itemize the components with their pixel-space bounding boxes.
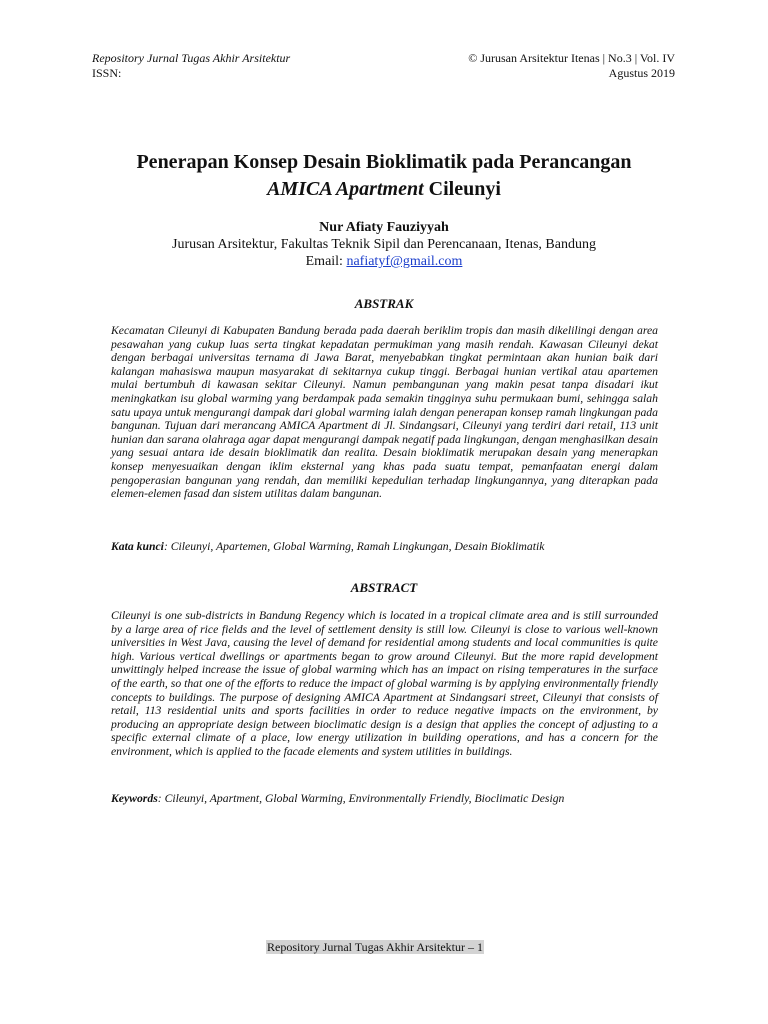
- running-header-right: [468, 51, 675, 81]
- abstract-keywords-list: : Cileunyi, Apartment, Global Warming, Environmentally Friendly, Bioclimatic Design: [157, 792, 565, 805]
- author-email-line: [60, 253, 708, 270]
- abstrak-text: Kecamatan Cileunyi di Kabupaten Bandung berada pada daerah beriklim tropis dan masih dikelilingi dengan area pesawahan yang cukup luas serta tingkat kepadatan permukiman yang masih rendah. Kawasan Cileunyi dekat dengan berbagai universitas ternama di Jawa Barat, menyebabkan tingkat permintaan akan hunian baik dari kalangan mahasiswa maupun masyarakat di sekitarnya cukup tinggi. Berbagai hunian vertikal atau apartemen mulai bertumbuh di kawasan sekitar Cileunyi. Namun pembangunan yang makin pesat tanpa disadari ikut meningkatkan isu global warming yang berdampak pada semakin tingginya suhu permukaan bumi, sehingga salah satu upaya untuk mengurangi dampak dari global warming ialah dengan penerapan konsep ramah lingkungan pada bangunan. Tujuan dari merancang AMICA Apartment di Jl. Sindangsari, Cileunyi yang terdiri dari retail, 113 unit hunian dan sarana olahraga agar dapat mengurangi dampak negatif pada lingkungan, dengan menghasilkan desain yang sesuai antara ide desain bioklimatik dan realita. Desain bioklimatik merupakan desain yang menerapkan konsep menyesuaikan dengan iklim eksternal yang khas pada suatu tempat, pemanfaatan energi dalam pengoperasian bangunan yang rendah, dan memiliki kepedulian terhadap lingkungannya, yang diterapkan pada elemen-elemen fasad dan sistem utilitas dalam bangunan.: [111, 324, 658, 501]
- title-line-1: Penerapan Konsep Desain Bioklimatik pada Perancangan: [136, 151, 632, 173]
- issn-label: ISSN:: [92, 66, 122, 80]
- abstrak-heading: ABSTRAK: [354, 296, 414, 311]
- page-footer: Repository Jurnal Tugas Akhir Arsitektur – 1: [267, 940, 484, 954]
- running-header-left: [92, 51, 290, 81]
- issue-date: Agustus 2019: [608, 66, 675, 80]
- author-block: [60, 219, 708, 270]
- abstrak-keywords-label: Kata kunci: [111, 540, 164, 553]
- abstrak-keywords: [111, 540, 658, 554]
- abstrak-keywords-list: : Cileunyi, Apartemen, Global Warming, Ramah Lingkungan, Desain Bioklimatik: [163, 540, 545, 553]
- abstract-heading: ABSTRACT: [350, 580, 418, 595]
- journal-name: Repository Jurnal Tugas Akhir Arsitektur: [92, 51, 291, 65]
- abstract-keywords: [111, 792, 658, 806]
- author-name: Nur Afiaty Fauziyyah: [319, 220, 449, 235]
- abstract-keywords-label: Keywords: [111, 792, 158, 805]
- title-line-2: [60, 176, 708, 203]
- author-email-link[interactable]: nafiatyf@gmail.com: [346, 254, 463, 269]
- email-label: Email:: [305, 254, 347, 269]
- author-affiliation: Jurusan Arsitektur, Fakultas Teknik Sipil dan Perencanaan, Itenas, Bandung: [172, 237, 596, 252]
- title-italic-part: AMICA Apartment: [267, 178, 424, 200]
- title-line-2-rest: Cileunyi: [423, 178, 501, 200]
- abstract-text: Cileunyi is one sub-districts in Bandung Regency which is located in a tropical climate area and is still surrounded by a large area of rice fields and the level of settlement density is still low. Cileunyi is close to various well-known universities in West Java, causing the level of demand for residential among students and local communities is quite high. Various vertical dwellings or apartments began to grow around Cileunyi. But the more rapid development unwittingly helped increase the issue of global warming which has an impact on rising temperatures in the surface of the earth, so that one of the efforts to reduce the impact of global warming is by applying environmentally friendly concepts to buildings. The purpose of designing AMICA Apartment at Sindangsari street, Cileunyi that consists of retail, 113 residential units and sports facilities in order to reduce negative impacts on the environment, by producing an appropriate design between bioclimatic design is a design that applies the concept of adjusting to a specific external climate of a place, low energy utilization in building operations, and has a concern for the environment, which is applied to the facade elements and system utilities in buildings.: [111, 609, 658, 758]
- paper-title: [60, 149, 708, 203]
- copyright-line: © Jurusan Arsitektur Itenas | No.3 | Vol. IV: [468, 51, 675, 65]
